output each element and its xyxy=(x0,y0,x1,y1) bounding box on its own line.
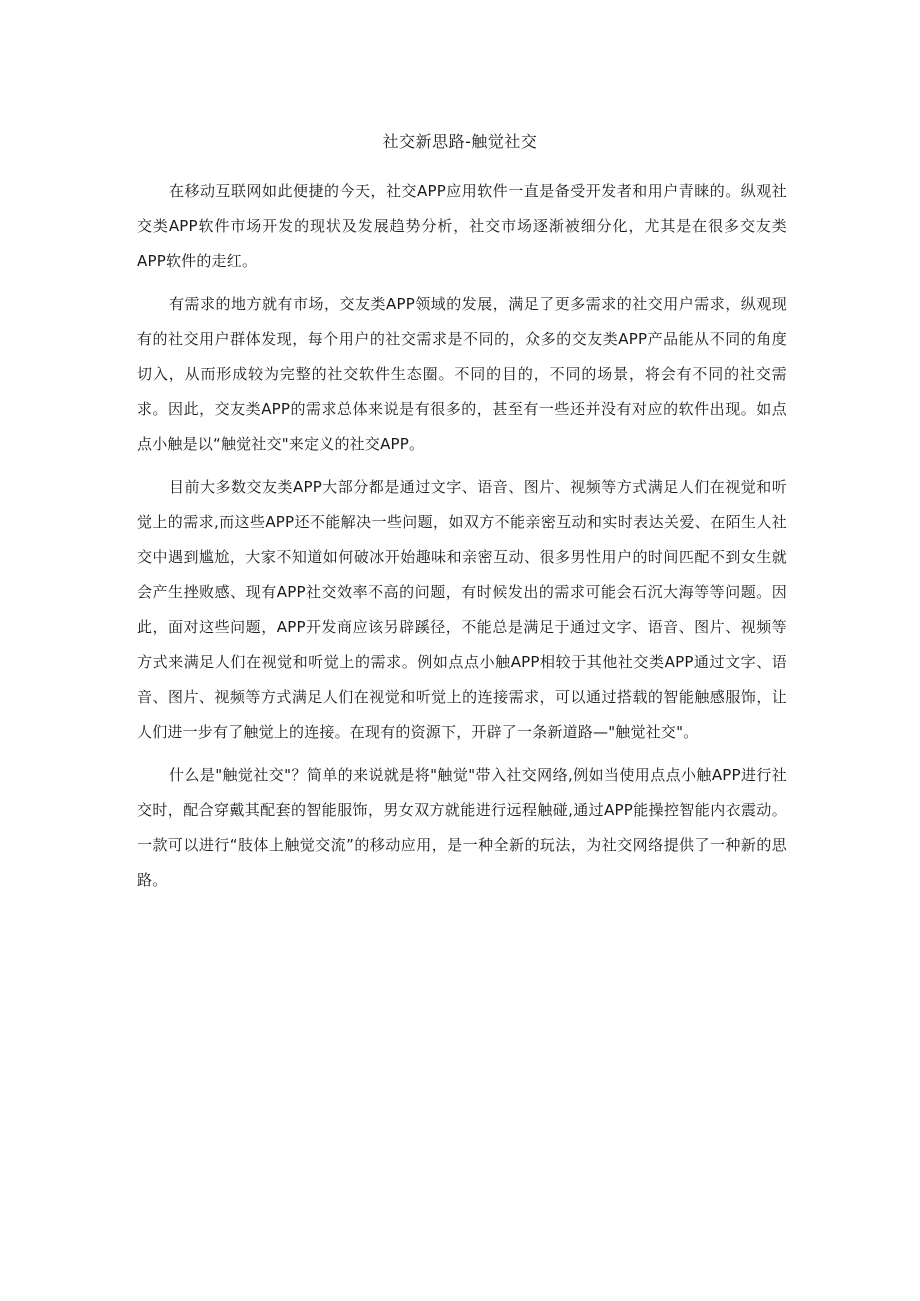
paragraph-2: 有需求的地方就有市场，交友类APP领域的发展，满足了更多需求的社交用户需求，纵观现有的社交用户群体发现，每个用户的社交需求是不同的，众多的交友类APP产品能从不同的角度切入，从而形成较为完整的社交软件生态圈。不同的目的，不同的场景，将会有不同的社交需求。因此，交友类APP的需求总体来说是有很多的，甚至有一些还并没有对应的软件出现。如点点小触是以“触觉社交"来定义的社交APP。 xyxy=(137,295,787,453)
paragraph-3: 目前大多数交友类APP大部分都是通过文字、语音、图片、视频等方式满足人们在视觉和听觉上的需求,而这些APP还不能解决一些问题，如双方不能亲密互动和实时表达关爱、在陌生人社交中遇到尴尬，大家不知道如何破冰开始趣味和亲密互动、很多男性用户的时间匹配不到女生就会产生挫败感、现有APP社交效率不高的问题，有时候发出的需求可能会石沉大海等等问题。因此，面对这些问题，APP开发商应该另辟蹊径，不能总是满足于通过文字、语音、图片、视频等方式来满足人们在视觉和听觉上的需求。例如点点小触APP相较于其他社交类APP通过文字、语音、图片、视频等方式满足人们在视觉和听觉上的连接需求，可以通过搭载的智能触感服饰，让人们进一步有了触觉上的连接。在现有的资源下，开辟了一条新道路—"触觉社交"。 xyxy=(137,478,787,741)
paragraph-1: 在移动互联网如此便捷的今天，社交APP应用软件一直是备受开发者和用户青睐的。纵观社交类APP软件市场开发的现状及发展趋势分析，社交市场逐渐被细分化，尤其是在很多交友类APP软件的走红。 xyxy=(137,182,787,270)
document-body xyxy=(137,174,787,906)
paragraph-4: 什么是"触觉社交"？简单的来说就是将"触觉"带入社交网络,例如当使用点点小触APP进行社交时，配合穿戴其配套的智能服饰，男女双方就能进行远程触碰,通过APP能操控智能内衣震动。一款可以进行“肢体上触觉交流”的移动应用，是一种全新的玩法，为社交网络提供了一种新的思路。 xyxy=(137,766,787,889)
document-title: 社交新思路-触觉社交 xyxy=(382,132,538,151)
